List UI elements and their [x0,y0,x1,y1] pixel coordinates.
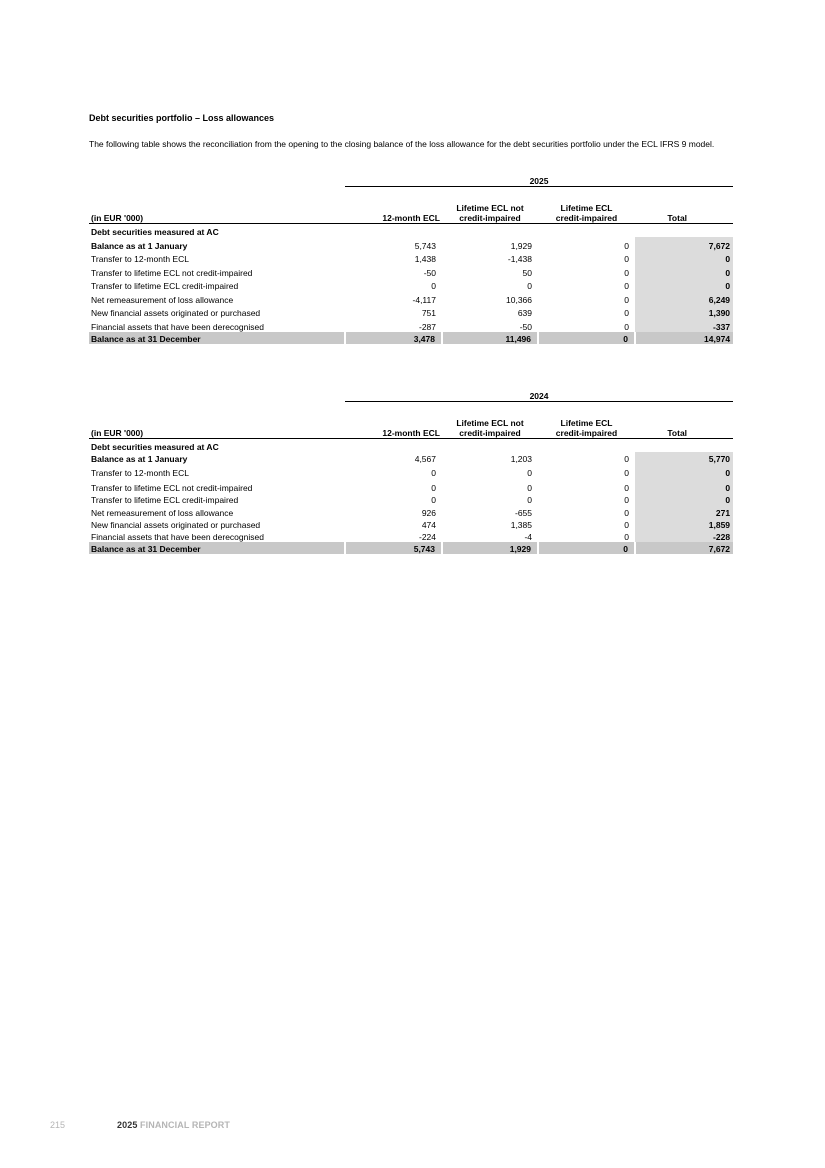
row-label: Balance as at 31 December [89,332,345,344]
cell-12m: 751 [421,308,436,318]
cell-total: -337 [635,318,733,332]
row-label: Balance as at 1 January [91,454,188,465]
cell-lifetime-not: 10,366 [506,294,532,305]
cell-12m: -50 [423,267,436,278]
row-label: Transfer to lifetime ECL not credit-impaired [91,267,253,278]
row-label: New financial assets originated or purchased [91,308,261,318]
col-label-line1: Lifetime ECL [560,203,613,213]
report-name: FINANCIAL REPORT [140,1120,230,1130]
table-row [89,530,733,542]
cell-lifetime-not: -50 [519,321,532,332]
loss-allowance-table-2024 [89,389,733,554]
col-total: Total [635,201,733,224]
loss-allowance-table-2025 [89,174,733,344]
cell-lifetime-impaired: 0 [624,321,629,332]
section-label: Debt securities measured at AC [91,442,219,452]
empty-cell [89,174,345,187]
cell-lifetime-not: 1,203 [510,454,532,465]
cell-total: 6,249 [635,291,733,305]
table-row [89,278,733,292]
cell-total: 1,859 [635,518,733,530]
col-lifetime-impaired [538,201,635,224]
table-row [89,452,733,464]
cell-lifetime-not: 0 [527,495,532,506]
unit-header: (in EUR '000) [89,416,345,439]
cell-total: 7,672 [635,542,733,554]
cell-total: 14,974 [635,332,733,344]
cell-12m: 5,743 [345,542,442,554]
cell-12m: 926 [421,507,436,518]
cell-lifetime-impaired: 0 [624,468,629,479]
cell-lifetime-impaired: 0 [624,454,629,465]
cell-lifetime-impaired: 0 [624,281,629,291]
col-lifetime-impaired [538,416,635,439]
cell-lifetime-not: 0 [527,483,532,494]
cell-total: 271 [635,505,733,517]
cell-total: 0 [635,493,733,505]
cell-lifetime-not: 1,385 [510,519,532,530]
table-row [89,518,733,530]
col-label-line2: credit-impaired [555,428,618,438]
col-lifetime-not-impaired [442,416,538,439]
row-label: Transfer to lifetime ECL credit-impaired [91,495,239,506]
row-label: Financial assets that have been derecognised [91,531,264,542]
cell-12m: 0 [431,483,436,494]
cell-12m: 0 [431,468,436,479]
col-label-line1: Lifetime ECL [560,418,613,428]
table-row [89,251,733,265]
cell-lifetime-not: -1,438 [507,254,532,264]
cell-total: 1,390 [635,305,733,319]
cell-lifetime-impaired: 0 [624,483,629,494]
table-row [89,478,733,493]
section-label: Debt securities measured at AC [91,227,219,237]
row-label: New financial assets originated or purchased [91,519,261,530]
cell-lifetime-impaired: 0 [624,507,629,518]
col-label-line1: Lifetime ECL not [456,203,524,213]
report-title [117,1120,230,1130]
empty-cell [89,389,345,402]
cell-12m: 0 [431,495,436,506]
col-label-line1: Lifetime ECL not [456,418,524,428]
cell-total: 5,770 [635,452,733,464]
cell-total: 0 [635,478,733,493]
cell-lifetime-impaired: 0 [624,254,629,264]
cell-lifetime-not: -4 [524,531,532,542]
cell-lifetime-impaired: 0 [624,308,629,318]
cell-total: 0 [635,464,733,478]
cell-12m: -287 [418,321,436,332]
spacer [89,187,733,202]
row-label: Net remeasurement of loss allowance [91,294,234,305]
year-header: 2025 [345,174,733,187]
year-header: 2024 [345,389,733,402]
cell-lifetime-impaired: 0 [538,332,635,344]
cell-lifetime-not: 50 [522,267,532,278]
table-row [89,464,733,478]
cell-lifetime-impaired: 0 [624,294,629,305]
cell-12m: -224 [418,531,436,542]
report-year: 2025 [117,1120,138,1130]
cell-lifetime-impaired: 0 [624,267,629,278]
row-label: Transfer to lifetime ECL credit-impaired [91,281,239,291]
cell-lifetime-impaired: 0 [624,531,629,542]
cell-total: 0 [635,264,733,278]
row-label: Transfer to 12-month ECL [91,254,189,264]
cell-lifetime-impaired: 0 [624,240,629,251]
intro-paragraph: The following table shows the reconciliation from the opening to the closing balance of the loss allowance for the debt securities portfolio under the ECL IFRS 9 model. [89,139,715,149]
closing-balance-row [89,332,733,344]
row-label: Financial assets that have been derecognised [91,321,264,332]
col-12-month-ecl: 12-month ECL [345,416,442,439]
table-row [89,493,733,505]
col-label-line2: credit-impaired [459,428,521,438]
unit-header: (in EUR '000) [89,201,345,224]
row-label: Balance as at 31 December [89,542,345,554]
table-row [89,318,733,332]
table-row [89,291,733,305]
cell-lifetime-not: 0 [527,468,532,479]
table-row [89,237,733,251]
spacer [89,402,733,417]
table-row [89,264,733,278]
col-total: Total [635,416,733,439]
cell-12m: 5,743 [414,240,436,251]
cell-lifetime-impaired: 0 [624,495,629,506]
row-label: Net remeasurement of loss allowance [91,507,234,518]
cell-lifetime-not: 639 [517,308,532,318]
cell-12m: 474 [421,519,436,530]
cell-total: 0 [635,278,733,292]
cell-total: 0 [635,251,733,265]
col-label-line2: credit-impaired [555,213,618,223]
cell-lifetime-not: 0 [527,281,532,291]
cell-12m: 3,478 [345,332,442,344]
table-row [89,305,733,319]
cell-12m: 1,438 [414,254,436,264]
cell-lifetime-not: -655 [514,507,532,518]
col-label-line2: credit-impaired [459,213,521,223]
cell-total: -228 [635,530,733,542]
cell-lifetime-impaired: 0 [624,519,629,530]
closing-balance-row [89,542,733,554]
cell-lifetime-not: 1,929 [442,542,538,554]
col-12-month-ecl: 12-month ECL [345,201,442,224]
table-row [89,505,733,517]
page-number: 215 [50,1120,66,1130]
row-label: Transfer to lifetime ECL not credit-impaired [91,483,253,494]
cell-12m: 4,567 [414,454,436,465]
cell-12m: 0 [431,281,436,291]
cell-lifetime-not: 11,496 [442,332,538,344]
cell-total: 7,672 [635,237,733,251]
cell-12m: -4,117 [412,294,436,305]
cell-lifetime-impaired: 0 [538,542,635,554]
row-label: Balance as at 1 January [91,240,188,251]
col-lifetime-not-impaired [442,201,538,224]
cell-lifetime-not: 1,929 [510,240,532,251]
section-heading: Debt securities portfolio – Loss allowances [89,113,275,123]
row-label: Transfer to 12-month ECL [91,468,189,479]
